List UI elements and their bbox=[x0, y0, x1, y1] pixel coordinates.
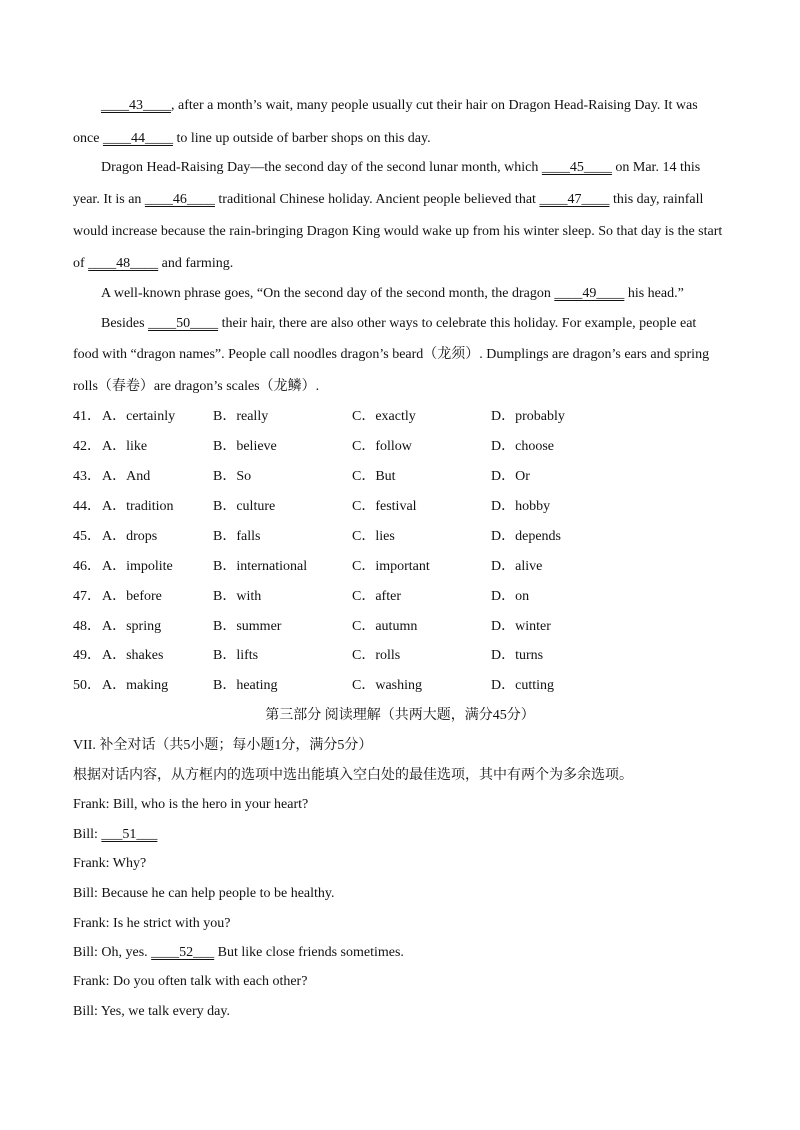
option-a[interactable]: A．And bbox=[102, 469, 151, 484]
option-d[interactable]: D．on bbox=[491, 589, 530, 604]
question-number: 44． bbox=[73, 499, 101, 514]
option-c[interactable]: C．after bbox=[352, 589, 401, 604]
option-a[interactable]: A．spring bbox=[102, 619, 162, 634]
passage-text: food with “dragon names”. People call noodles dragon’s beard（龙须）. Dumplings are dragon’s ears and spring bbox=[73, 347, 710, 362]
option-c[interactable]: C．important bbox=[352, 559, 430, 574]
option-a[interactable]: A．tradition bbox=[102, 499, 174, 514]
option-d[interactable]: D．choose bbox=[491, 439, 554, 454]
blank-50: ____50____ bbox=[148, 316, 219, 331]
question-number: 41． bbox=[73, 409, 101, 424]
question-number: 47． bbox=[73, 589, 101, 604]
option-c[interactable]: C．autumn bbox=[352, 619, 418, 634]
passage-line-3 bbox=[101, 159, 700, 177]
option-d[interactable]: D．hobby bbox=[491, 499, 551, 514]
dialogue-line-7 bbox=[73, 973, 307, 991]
option-d[interactable]: D．turns bbox=[491, 648, 544, 663]
dialogue-text: Frank: Is he strict with you? bbox=[73, 916, 231, 931]
passage-text: their hair, there are also other ways to celebrate this holiday. For example, people eat bbox=[218, 316, 697, 331]
part-title: 第三部分 阅读理解（共两大题，满分45分） bbox=[265, 708, 535, 723]
question-number: 42． bbox=[73, 439, 101, 454]
section-instruction: 根据对话内容，从方框内的选项中选出能填入空白处的最佳选项，其中有两个为多余选项。 bbox=[73, 768, 633, 783]
passage-line-8 bbox=[101, 315, 696, 333]
question-number: 43． bbox=[73, 469, 101, 484]
passage-text: Dragon Head-Raising Day—the second day of the second lunar month, which bbox=[101, 160, 542, 175]
option-d[interactable]: D．depends bbox=[491, 529, 561, 544]
dialogue-line-1 bbox=[73, 796, 308, 814]
question-45-options bbox=[73, 528, 713, 546]
dialogue-line-6 bbox=[73, 944, 404, 962]
option-c[interactable]: C．washing bbox=[352, 678, 422, 693]
option-a[interactable]: A．like bbox=[102, 439, 148, 454]
passage-text: , after a month’s wait, many people usually cut their hair on Dragon Head-Raising Day. It was bbox=[171, 98, 698, 113]
blank-52: ____52___ bbox=[151, 945, 215, 960]
dialogue-text: Bill: Oh, yes. bbox=[73, 945, 152, 960]
option-b[interactable]: B．So bbox=[213, 469, 252, 484]
question-number: 50． bbox=[73, 678, 101, 693]
question-42-options bbox=[73, 438, 713, 456]
passage-text: year. It is an bbox=[73, 192, 145, 207]
dialogue-line-8 bbox=[73, 1003, 230, 1021]
question-43-options bbox=[73, 468, 713, 486]
option-a[interactable]: A．drops bbox=[102, 529, 158, 544]
option-b[interactable]: B．international bbox=[213, 559, 308, 574]
blank-47: ____47____ bbox=[539, 192, 610, 207]
passage-text: and farming. bbox=[158, 256, 234, 271]
blank-43: ____43____ bbox=[101, 98, 171, 113]
option-a[interactable]: A．shakes bbox=[102, 648, 164, 663]
passage-text: once bbox=[73, 131, 103, 146]
dialogue-text: Bill: Because he can help people to be healthy. bbox=[73, 886, 335, 901]
passage-line-4 bbox=[73, 191, 703, 209]
option-c[interactable]: C．rolls bbox=[352, 648, 401, 663]
option-b[interactable]: B．lifts bbox=[213, 648, 259, 663]
passage-text: would increase because the rain-bringing Dragon King would wake up from his winter sleep. So that day is the start bbox=[73, 224, 723, 239]
passage-text: Besides bbox=[101, 316, 149, 331]
option-a[interactable]: A．certainly bbox=[102, 409, 176, 424]
dialogue-line-5 bbox=[73, 915, 230, 933]
dialogue-text: Frank: Do you often talk with each other? bbox=[73, 974, 308, 989]
blank-51: ___51___ bbox=[101, 827, 158, 842]
passage-line-9 bbox=[73, 346, 709, 364]
option-c[interactable]: C．exactly bbox=[352, 409, 416, 424]
option-c[interactable]: C．But bbox=[352, 469, 396, 484]
passage-text: on Mar. 14 this bbox=[611, 160, 701, 175]
option-a[interactable]: A．impolite bbox=[102, 559, 173, 574]
dialogue-line-4 bbox=[73, 885, 335, 903]
option-d[interactable]: D．cutting bbox=[491, 678, 554, 693]
blank-49: ____49____ bbox=[554, 286, 625, 301]
option-b[interactable]: B．really bbox=[213, 409, 269, 424]
passage-text: rolls（春卷）are dragon’s scales（龙鳞）. bbox=[73, 379, 320, 394]
dialogue-text: But like close friends sometimes. bbox=[214, 945, 404, 960]
passage-line-1 bbox=[101, 97, 698, 115]
question-46-options bbox=[73, 558, 713, 576]
blank-45: ____45____ bbox=[541, 160, 612, 175]
passage-line-6 bbox=[73, 255, 233, 273]
option-d[interactable]: D．alive bbox=[491, 559, 543, 574]
option-c[interactable]: C．festival bbox=[352, 499, 417, 514]
option-c[interactable]: C．follow bbox=[352, 439, 412, 454]
passage-line-5 bbox=[73, 223, 722, 241]
dialogue-text: Bill: bbox=[73, 827, 102, 842]
question-49-options bbox=[73, 647, 713, 665]
passage-text: his head.” bbox=[624, 286, 684, 301]
option-d[interactable]: D．winter bbox=[491, 619, 551, 634]
blank-44: ____44____ bbox=[102, 131, 173, 146]
question-41-options bbox=[73, 408, 713, 426]
option-b[interactable]: B．culture bbox=[213, 499, 276, 514]
option-a[interactable]: A．making bbox=[102, 678, 169, 693]
question-number: 49． bbox=[73, 648, 101, 663]
question-44-options bbox=[73, 498, 713, 516]
passage-line-7 bbox=[101, 285, 684, 303]
question-48-options bbox=[73, 618, 713, 636]
passage-line-2 bbox=[73, 130, 431, 148]
option-a[interactable]: A．before bbox=[102, 589, 162, 604]
dialogue-text: Bill: Yes, we talk every day. bbox=[73, 1004, 230, 1019]
passage-text: A well-known phrase goes, “On the second day of the second month, the dragon bbox=[101, 286, 555, 301]
option-b[interactable]: B．believe bbox=[213, 439, 277, 454]
option-b[interactable]: B．falls bbox=[213, 529, 261, 544]
passage-text: this day, rainfall bbox=[609, 192, 704, 207]
question-47-options bbox=[73, 588, 713, 606]
passage-text: traditional Chinese holiday. Ancient people believed that bbox=[214, 192, 540, 207]
option-b[interactable]: B．with bbox=[213, 589, 262, 604]
dialogue-line-3 bbox=[73, 855, 146, 873]
option-b[interactable]: B．summer bbox=[213, 619, 282, 634]
option-b[interactable]: B．heating bbox=[213, 678, 278, 693]
section-heading: VII. 补全对话（共5小题；每小题1分，满分5分） bbox=[73, 738, 373, 753]
passage-line-10 bbox=[73, 378, 319, 396]
passage-text: to line up outside of barber shops on this day. bbox=[172, 131, 431, 146]
question-number: 46． bbox=[73, 559, 101, 574]
dialogue-line-2 bbox=[73, 826, 157, 844]
passage-text: of bbox=[73, 256, 89, 271]
dialogue-text: Frank: Bill, who is the hero in your heart? bbox=[73, 797, 309, 812]
question-50-options bbox=[73, 677, 713, 695]
option-d[interactable]: D．probably bbox=[491, 409, 565, 424]
dialogue-text: Frank: Why? bbox=[73, 856, 147, 871]
option-c[interactable]: C．lies bbox=[352, 529, 395, 544]
question-number: 48． bbox=[73, 619, 101, 634]
question-number: 45． bbox=[73, 529, 101, 544]
blank-46: ____46____ bbox=[144, 192, 215, 207]
blank-48: ____48____ bbox=[88, 256, 159, 271]
option-d[interactable]: D．Or bbox=[491, 469, 530, 484]
